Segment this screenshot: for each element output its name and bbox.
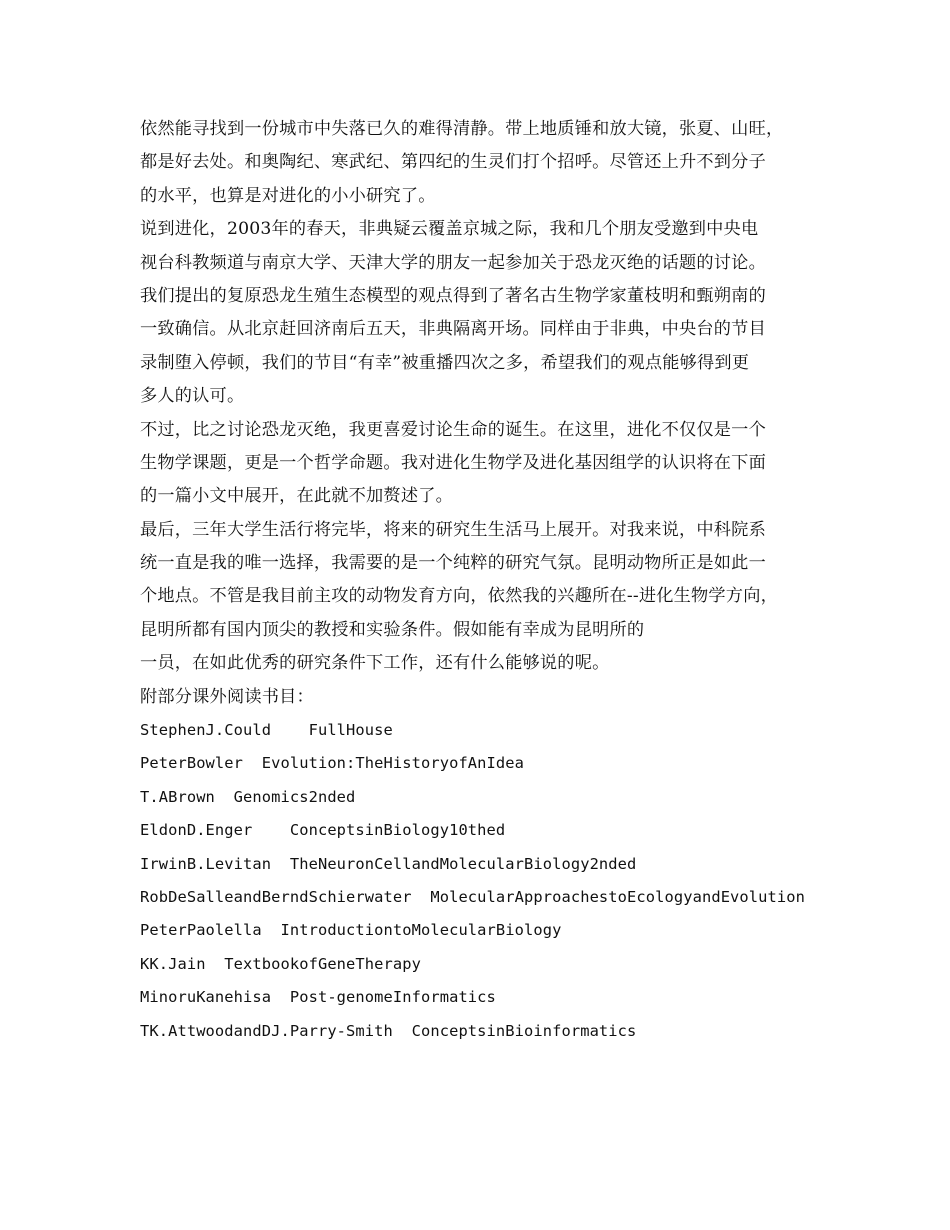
reading-list-heading: 附部分课外阅读书目： <box>140 686 314 707</box>
reading-list <box>140 714 830 1048</box>
text-line: 个地点。不管是我目前主攻的动物发育方向，依然我的兴趣所在--进化生物学方向， <box>140 586 778 607</box>
reading-list-item: StephenJ.Could FullHouse <box>140 721 393 740</box>
body-text <box>140 113 830 714</box>
text-line: 多人的认可。 <box>140 386 245 407</box>
text-line: 说到进化，2003年的春天，非典疑云覆盖京城之际，我和几个朋友受邀到中央电 <box>140 219 759 240</box>
reading-list-item: T.ABrown Genomics2nded <box>140 787 356 806</box>
text-line: 一致确信。从北京赶回济南后五天，非典隔离开场。同样由于非典，中央台的节目 <box>140 319 766 340</box>
text-line: 生物学课题，更是一个哲学命题。我对进化生物学及进化基因组学的认识将在下面 <box>140 452 766 473</box>
text-line: 录制堕入停顿，我们的节目“有幸”被重播四次之多，希望我们的观点能够得到更 <box>140 352 750 373</box>
reading-list-item: RobDeSalleandBerndSchierwater MolecularApproachestoEcologyandEvolution <box>140 887 805 906</box>
reading-list-item: KK.Jain TextbookofGeneTherapy <box>140 954 421 973</box>
text-line: 视台科教频道与南京大学、天津大学的朋友一起参加关于恐龙灭绝的话题的讨论。 <box>140 252 766 273</box>
document-page <box>140 113 830 1048</box>
reading-list-item: IrwinB.Levitan TheNeuronCellandMolecularBiology2nded <box>140 854 637 873</box>
text-line: 最后，三年大学生活行将完毕，将来的研究生生活马上展开。对我来说，中科院系 <box>140 519 766 540</box>
text-line: 都是好去处。和奥陶纪、寒武纪、第四纪的生灵们打个招呼。尽管还上升不到分子 <box>140 152 766 173</box>
text-line: 的一篇小文中展开，在此就不加赘述了。 <box>140 486 453 507</box>
text-line: 不过，比之讨论恐龙灭绝，我更喜爱讨论生命的诞生。在这里，进化不仅仅是一个 <box>140 419 766 440</box>
reading-list-item: MinoruKanehisa Post-genomeInformatics <box>140 988 496 1007</box>
reading-list-item: TK.AttwoodandDJ.Parry-Smith ConceptsinBioinformatics <box>140 1021 637 1040</box>
reading-list-item: PeterPaolella IntroductiontoMolecularBiology <box>140 921 562 940</box>
text-line: 的水平，也算是对进化的小小研究了。 <box>140 185 436 206</box>
text-line: 我们提出的复原恐龙生殖生态模型的观点得到了著名古生物学家董枝明和甄朔南的 <box>140 285 766 306</box>
text-line: 统一直是我的唯一选择，我需要的是一个纯粹的研究气氛。昆明动物所正是如此一 <box>140 553 766 574</box>
reading-list-item: EldonD.Enger ConceptsinBiology10thed <box>140 821 506 840</box>
reading-list-item: PeterBowler Evolution:TheHistoryofAnIdea <box>140 754 525 773</box>
text-line: 依然能寻找到一份城市中失落已久的难得清静。带上地质锤和放大镜，张夏、山旺， <box>140 119 784 139</box>
text-line: 昆明所都有国内顶尖的教授和实验条件。假如能有幸成为昆明所的 <box>140 619 645 640</box>
text-line: 一员，在如此优秀的研究条件下工作，还有什么能够说的呢。 <box>140 653 610 674</box>
